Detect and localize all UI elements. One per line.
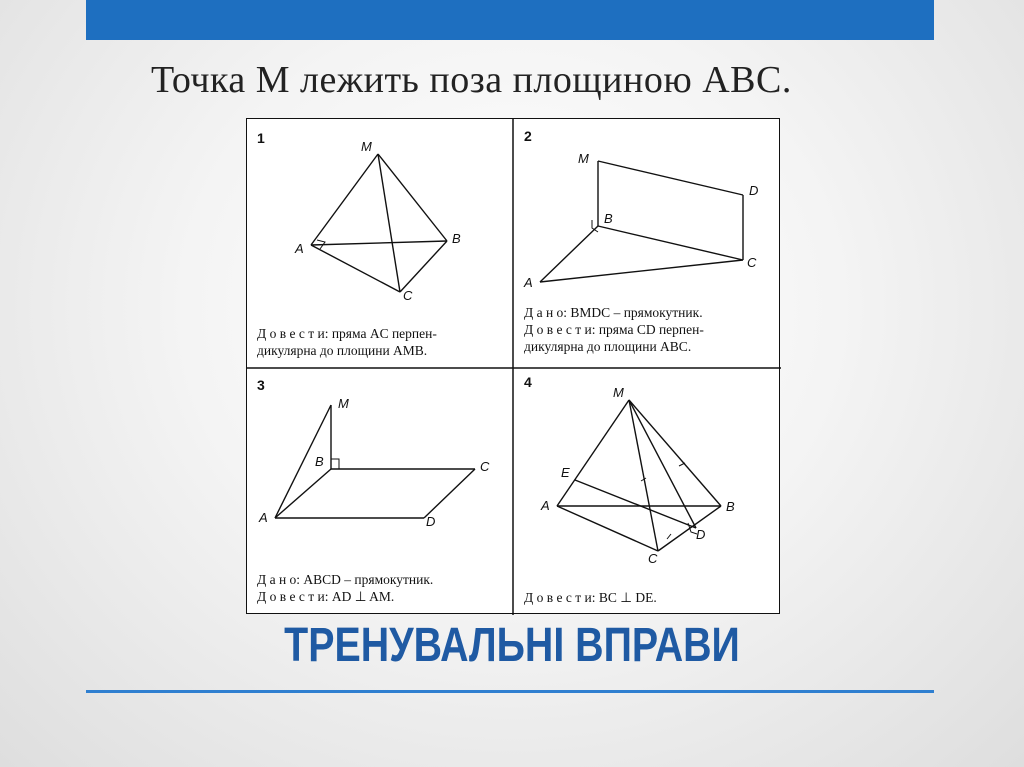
problem-2-diagram [540,161,743,282]
top-accent-bar [86,0,934,40]
problem-1-label-c: C [403,288,413,303]
problem-1-label-a: A [295,241,304,256]
problem-4-number: 4 [524,374,532,390]
problem-3-diagram [275,405,475,518]
problem-3-label-b: B [315,454,324,469]
problems-drawing [247,119,781,615]
problem-2-label-c: C [747,255,757,270]
problem-4-line-1: Д о в е с т и: BC ⊥ DE. [524,590,657,605]
problem-4-label-b: B [726,499,735,514]
problem-1-number: 1 [257,130,265,146]
problems-figure [246,118,780,614]
slide-subtitle: Точка М лежить поза площиною АВС. [151,59,792,101]
problem-1-label-b: B [452,231,461,246]
problem-2-label-a: A [524,275,533,290]
problem-1-line-2: дикулярна до площини AMB. [257,343,428,358]
problem-1-label-m: M [361,139,372,154]
problem-4-text [524,589,657,606]
problem-4-label-m: M [613,385,624,400]
problem-3-text [257,571,433,605]
problem-3-line-2: Д о в е с т и: AD ⊥ AM. [257,589,395,604]
slide-title: ТРЕНУВАЛЬНІ ВПРАВИ [284,619,740,672]
problem-2-label-d: D [749,183,759,198]
problem-3-line-1: Д а н о: ABCD – прямокутник. [257,572,434,587]
problem-2-line-3: дикулярна до площини ABC. [524,339,692,354]
problem-1-text [257,325,437,359]
problem-4-label-e: E [561,465,570,480]
problem-3-label-d: D [426,514,436,529]
problem-3-label-m: M [338,396,349,411]
problem-3-number: 3 [257,377,265,393]
problem-4-label-d: D [696,527,706,542]
problem-3-label-c: C [480,459,490,474]
problem-1-line-1: Д о в е с т и: пряма AC перпен- [257,326,437,341]
problem-4-label-c: C [648,551,658,566]
problem-1-diagram [311,154,447,292]
bottom-accent-line [86,690,934,693]
problem-4-label-a: A [541,498,550,513]
problem-2-number: 2 [524,128,532,144]
problem-2-label-m: M [578,151,589,166]
problem-2-line-1: Д а н о: BMDC – прямокутник. [524,305,703,320]
problem-2-text [524,304,704,355]
problem-3-label-a: A [259,510,268,525]
problem-2-label-b: B [604,211,613,226]
problem-2-line-2: Д о в е с т и: пряма CD перпен- [524,322,704,337]
